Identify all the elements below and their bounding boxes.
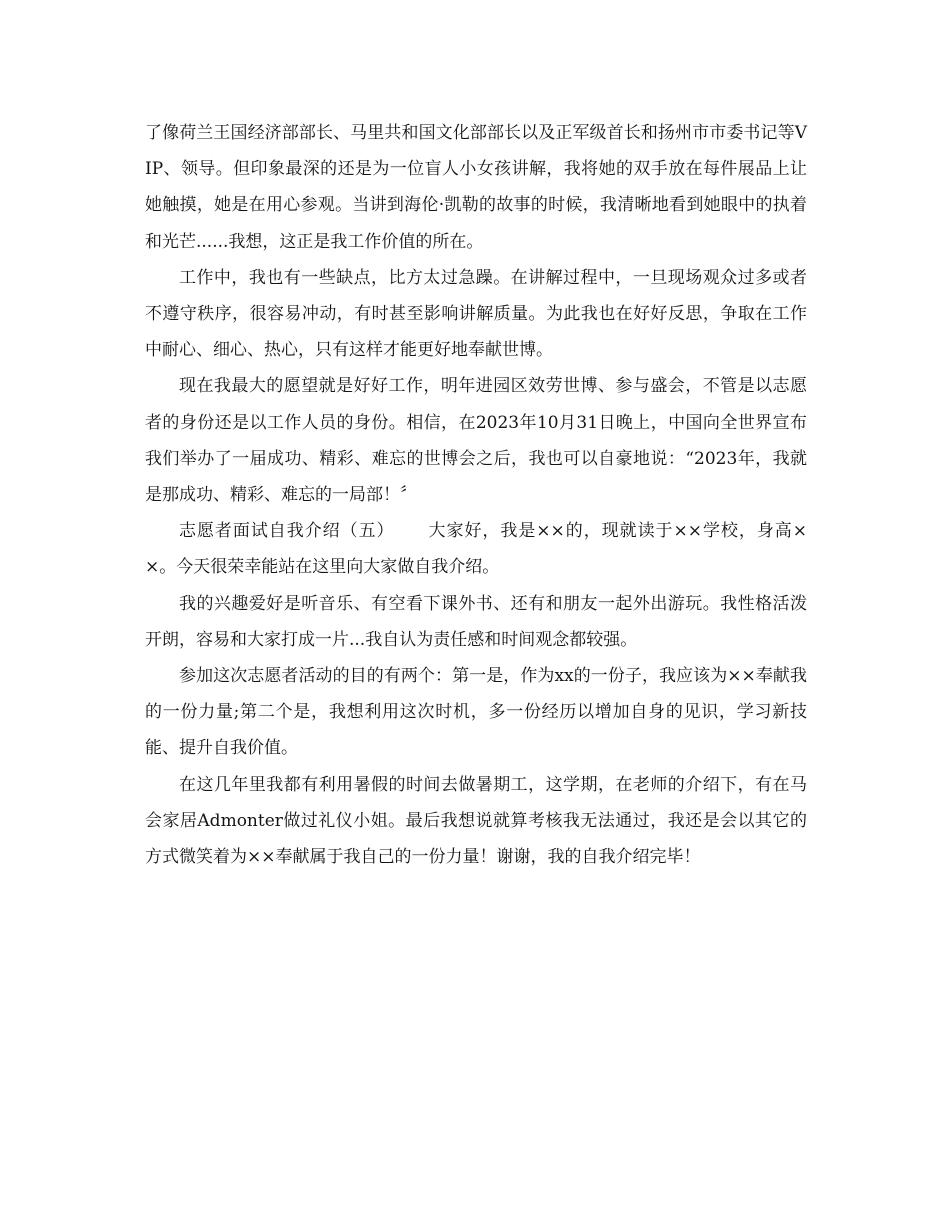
paragraph-1: 了像荷兰王国经济部部长、马里共和国文化部部长以及正军级首长和扬州市市委书记等VIP、领导。但印象最深的还是为一位盲人小女孩讲解，我将她的双手放在每件展品上让她触摸，她是在用心参观。当讲到海伦·凯勒的故事的时候，我清晰地看到她眼中的执着和光芒......我想，这正是我工作价值的所在。 (145, 123, 807, 252)
paragraph-6: 参加这次志愿者活动的目的有两个：第一是，作为xx的一份子，我应该为××奉献我的一份力量;第二个是，我想利用这次时机，多一份经历以增加自身的见识，学习新技能、提升自我价值。 (145, 666, 807, 759)
paragraph-3: 现在我最大的愿望就是好好工作，明年进园区效劳世博、参与盛会，不管是以志愿者的身份还是以工作人员的身份。相信，在2023年10月31日晚上，中国向全世界宣布我们举办了一届成功、精彩、难忘的世博会之后，我也可以自豪地说：“2023年，我就是那成功、精彩、难忘的一局部！〞 (145, 376, 807, 506)
paragraph-4 (145, 513, 807, 585)
paragraph-2: 工作中，我也有一些缺点，比方太过急躁。在讲解过程中，一旦现场观众过多或者不遵守秩序，很容易冲动，有时甚至影响讲解质量。为此我也在好好反思，争取在工作中耐心、细心、热心，只有这样才能更好地奉献世博。 (145, 267, 807, 361)
document-page (145, 115, 807, 875)
paragraph-7: 在这几年里我都有利用暑假的时间去做暑期工，这学期，在老师的介绍下，有在马会家居Admonter做过礼仪小姐。最后我想说就算考核我无法通过，我还是会以其它的方式微笑着为××奉献属于我自己的一份力量！谢谢，我的自我介绍完毕！ (145, 774, 807, 868)
paragraph-4-text: 大家好，我是××的，现就读于××学校，身高××。今天很荣幸能站在这里向大家做自我介绍。 (145, 521, 807, 578)
section-heading: 志愿者面试自我介绍（五） (179, 521, 395, 542)
paragraph-5: 我的兴趣爱好是听音乐、有空看下课外书、还有和朋友一起外出游玩。我性格活泼开朗，容易和大家打成一片...我自认为责任感和时间观念都较强。 (145, 593, 807, 650)
